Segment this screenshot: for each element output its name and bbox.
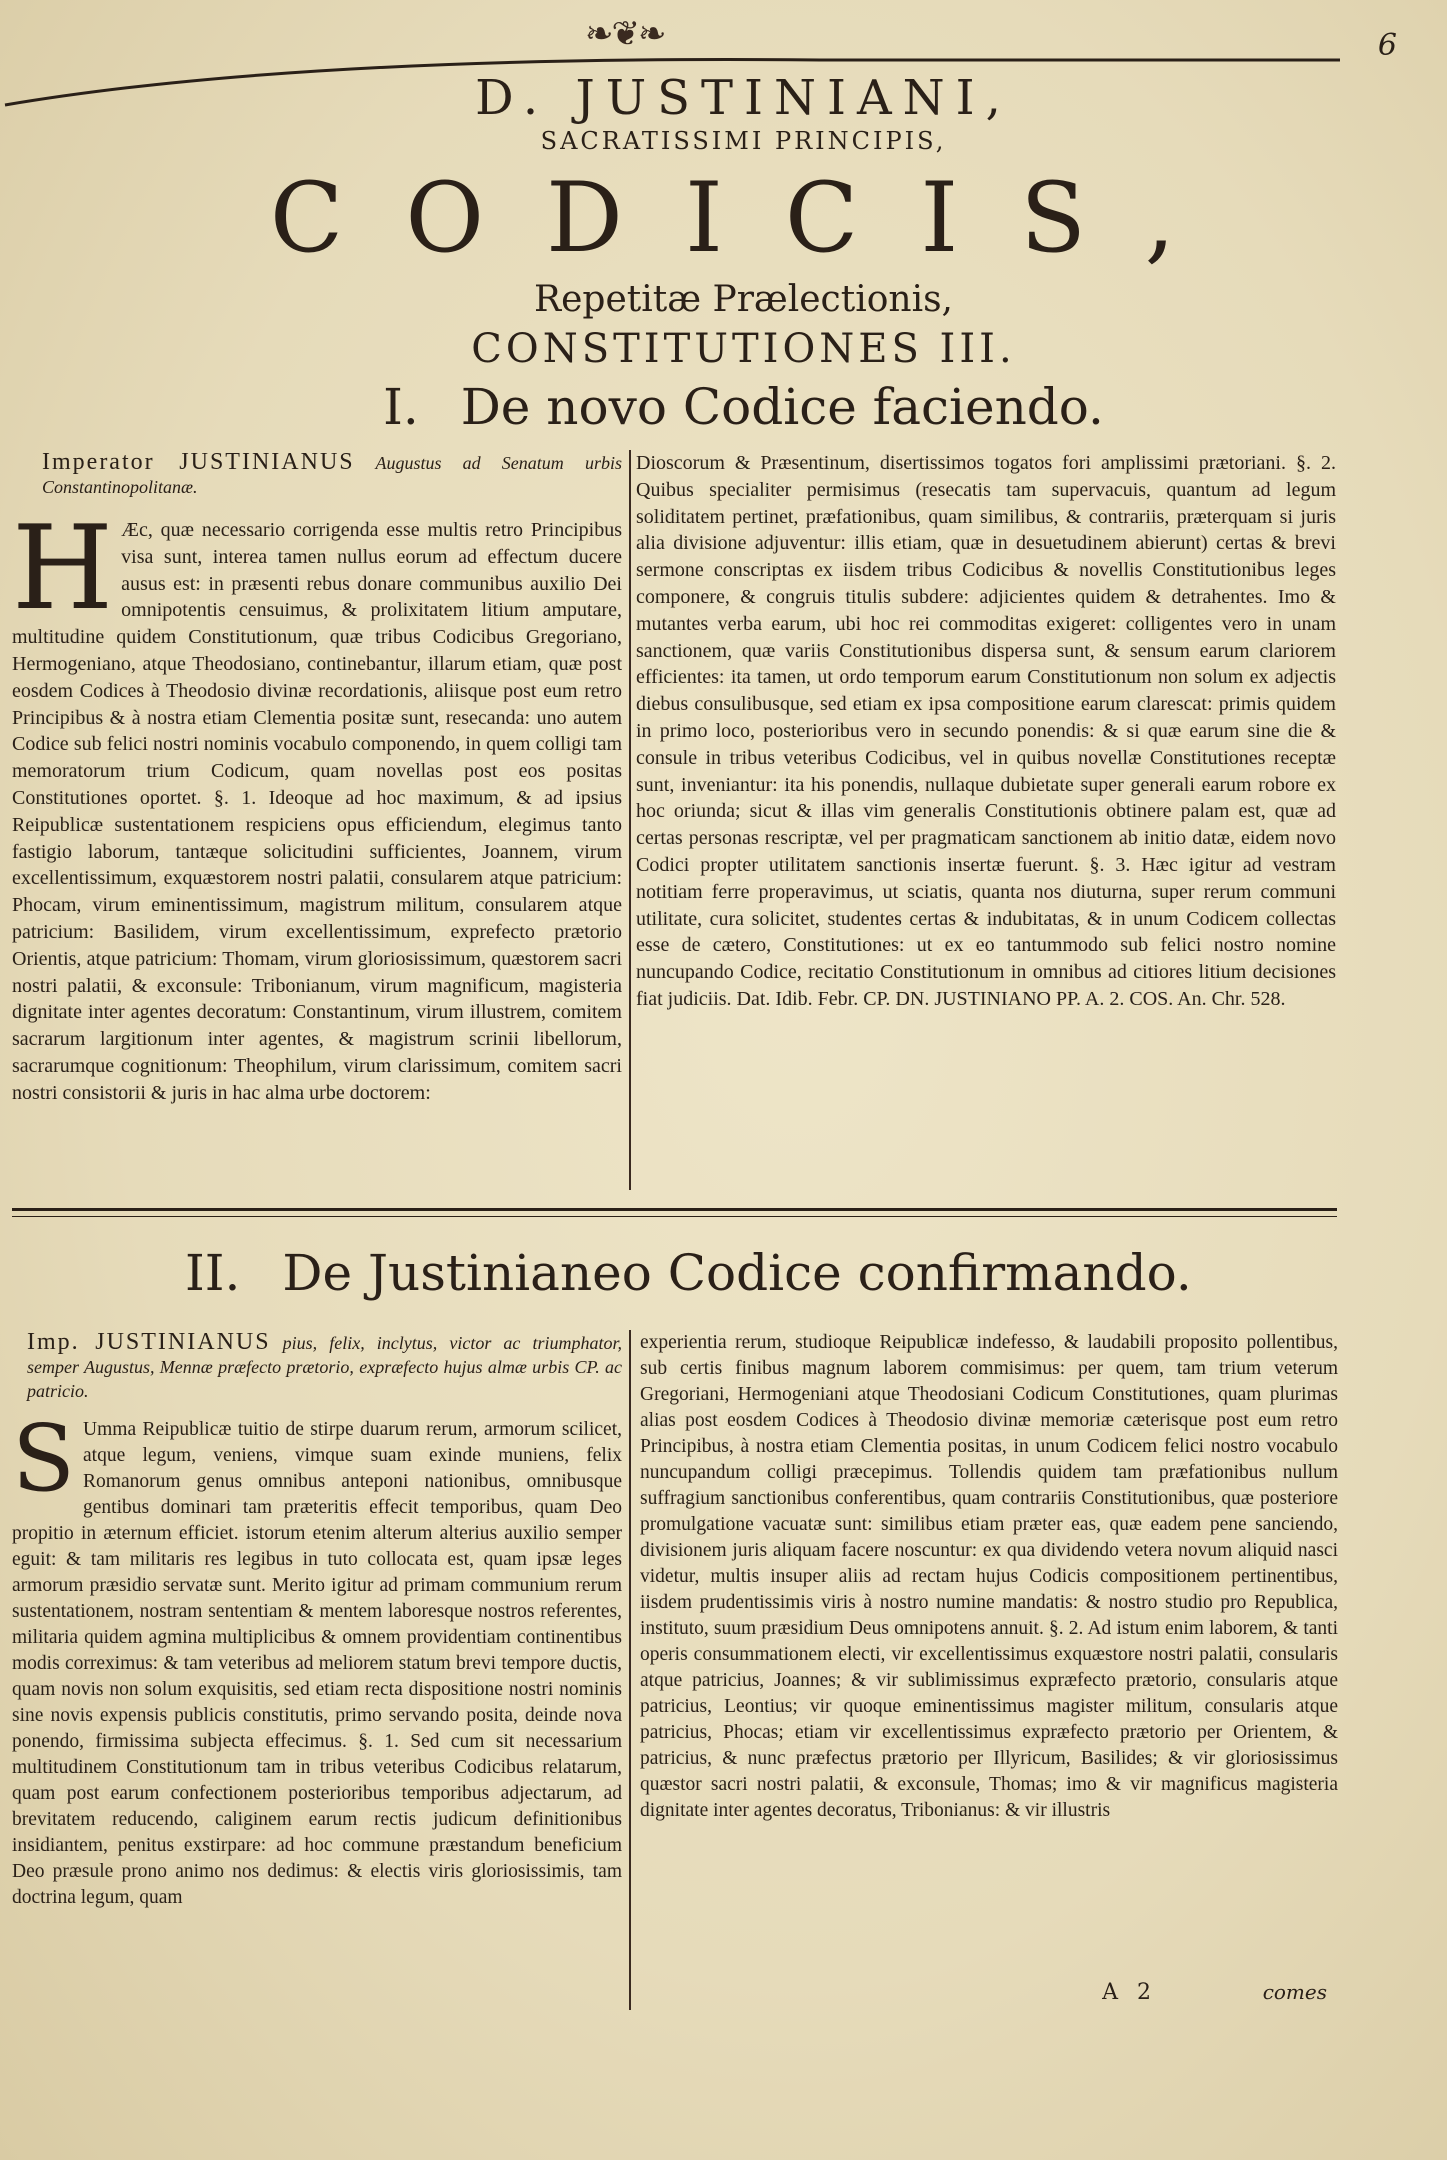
section-2-dedication bbox=[12, 1330, 622, 1403]
dedication-recipient: Augustus ad Senatum urbis Constantinopolitanæ. bbox=[42, 453, 622, 497]
column-divider-2 bbox=[629, 1330, 631, 2010]
dedication-emperor: Imperator JUSTINIANUS bbox=[42, 449, 355, 475]
dropcap-s: S bbox=[12, 1405, 76, 1512]
section-2-number: II. bbox=[185, 1244, 241, 1302]
section-1-heading bbox=[40, 374, 1447, 440]
author-line: D. JUSTINIANI, bbox=[475, 70, 1012, 126]
section-2-left-text: Umma Reipublicæ tuitio de stirpe duarum rerum, armorum scilicet, atque legum, veniens, vimque suam exinde muniens, felix Romanorum genus omnibus anteponi nationibus, omnibusque gentibus dominari tam præteritis effecit temporibus, quam Deo propitio in æternum efficiet. istorum etenim alterum alterius auxilio semper eguit: & tam militaris res legibus in tuto collocata est, quam ipsæ leges armorum præsidio servatæ sunt. Merito igitur ad primam communium rerum sustentationem, nostram sententiam & mentem laboresque nostros referentes, militaria quidem agmina multiplicibus & omnem providentiam continentibus modis correximus: & tam veteribus ad meliorem statum brevi tempore ductis, quam novis non solum exquisitis, sed etiam recta dispositione nostri nominis sine novis expensis publicis constitutis, primo servando posita, deinde nova ponendo, firmissima subjecta effecimus. §. 1. Sed cum sit necessarium multitudinem Constitutionum tam in tribus veteribus Codicibus relatarum, quam post earum confectionem posterioribus temporibus adjectarum, ad brevitatem reducendo, caliginem earum rectis judicum definitionibus insidiantem, penitus exstirpare: ad hoc commune præstandum beneficium Deo præsule prono animo nos dedimus: & electis viris gloriosissimis, tam doctrina legum, quam bbox=[12, 1419, 622, 1908]
section-1-body-right: Dioscorum & Præsentinum, disertissimos togatos fori amplissimi prætoriani. §. 2. Quibus specialiter permisimus (resecatis tam supervacuis, quantum ad legum soliditatem pertinet, præfationibus, quam similibus, & contrariis, præterquam si juris alia divisione adjuventur: illis etiam, quæ in desuetudinem abierunt) certas & brevi sermone conscriptas ex iisdem tribus Codicibus & novellis Constitutionibus leges componere, & congruis titulis subdere: adjicientes quidem & detrahentes. Imo & mutantes verba earum, ubi hoc rei commoditas exigeret: colligentes vero in unam sanctionem, quæ variis Constitutionibus dispersa sunt, & sensum earum clariorem efficientes: ita tamen, ut ordo temporum earum Constitutionum non solum ex adjectis diebus consulibusque, sed etiam ex ipsa compositione earum clarescat: primis quidem in primo loco, posterioribus vero in secundo ponendis: & si quæ earum sine die & consule in tribus veteribus Codicibus, vel in quibus novellæ Constitutiones receptæ sunt, inveniantur: ita his ponendis, nullaque dubietate super generali earum robore ex hoc oriunda; sicut & illas vim generalis Constitutionis obtinere palam est, quæ ad certas personas rescriptæ, vel per pragmaticam sanctionem ab initio datæ, eidem novo Codici propter utilitatem sanctionis insertæ fuerunt. §. 3. Hæc igitur ad vestram notitiam ferre properavimus, ut sciatis, quanta nos diuturna, super rerum communi utilitate, cura solicitet, studentes certas & indubitatas, & in unum Codicem collectas esse de cætero, Constitutiones: ut ex eo tantummodo sub felici nostro nomine nuncupando Codice, recitatio Constitutionum in omnibus ad citiores litium decisiones fiat judiciis. Dat. Idib. Febr. CP. DN. JUSTINIANO PP. A. 2. COS. An. Chr. 528. bbox=[636, 452, 1336, 1010]
constitutiones-heading: CONSTITUTIONES III. bbox=[471, 326, 1016, 372]
section-2-left-column bbox=[12, 1330, 622, 1911]
section-1-number: I. bbox=[383, 378, 419, 436]
section-2-body-right: experientia rerum, studioque Reipublicæ indefesso, & laudabili proposito pollentibus, sub certis finibus magnum laborem commisimus: per quem, tam trium veterum Gregoriani, Hermogeniani atque Theodosiani Codicum Constitutiones, quam plurimas alias post eosdem Codices à Theodosio divinæ memoriæ cæterisque post eum retro Principibus, à nostra etiam Clementia positas, in unum Codicem felici nostro vocabulo nuncupandum colligi præcepimus. Tollendis quidem tam præfationibus nullum suffragium sanctionibus conferentibus, quam contrariis Constitutionibus, quæ posteriore promulgatione vacuatæ sunt: similibus etiam præter eas, quæ eadem pene sanciendo, divisionem juris aliquam facere noscuntur: ex qua dividendo vetera novum aliquid nasci videtur, multis insuper aliis ad rectam hujus Codicis compositionem pertinentibus, iisdem prudentissimis viris à nostro numine mandatis: & nostro studio pro Republica, instituto, suum præsidium Deus omnipotens annuit. §. 2. Ad istum enim laborem, & tanti operis consummationem electi, vir excellentissimus exquæstore nostri palatii, consularis atque patricius, Joannes; & vir sublimissimus expræfecto prætorio, consularis atque patricius, Leontius; vir quoque eminentissimus magister militum, consularis atque patricius, Phocas; etiam vir excellentissimus expræfecto prætorio per Orientem, & patricius, & nunc præfectus prætorio per Illyricum, Basilides; & vir gloriosissimus quæstor sacri nostri palatii, & exconsule, Thomas; imo & vir magnificus magisteria dignitate inter agentes decoratus, Tribonianus: & vir illustris bbox=[640, 1332, 1338, 1821]
subtitle: Repetitæ Prælectionis, bbox=[533, 279, 953, 320]
title-block bbox=[0, 70, 1447, 440]
section-2-heading bbox=[185, 1240, 1192, 1306]
dedication-recipient-2: pius, felix, inclytus, victor ac triumphator, semper Augustus, Mennæ præfecto prætorio, expræfecto hujus almæ urbis CP. ac patricio. bbox=[27, 1333, 623, 1401]
section-2-body-left bbox=[12, 1405, 622, 1911]
dedication-emperor-2: Imp. JUSTINIANUS bbox=[27, 1329, 271, 1355]
column-divider-1 bbox=[629, 450, 631, 1190]
dropcap-h: H bbox=[12, 501, 114, 636]
headpiece-ornament: ❧❦❧ bbox=[585, 14, 665, 54]
page-number: 6 bbox=[1377, 28, 1397, 63]
section-2-title: De Justinianeo Codice confirmando. bbox=[282, 1244, 1192, 1302]
section-2-right-column bbox=[640, 1330, 1338, 1824]
section-1-dedication bbox=[12, 450, 622, 499]
catchword: comes bbox=[1262, 1980, 1327, 2004]
section-1-left-text: Æc, quæ necessario corrigenda esse multis retro Principibus visa sunt, interea tamen nullus eorum ad effectum ducere ausus est: in præsenti rebus donare communibus auxilio Dei omnipotentis censuimus, & prolixitatem litium amputare, multitudine quidem Constitutionum, quæ tribus Codicibus Gregoriano, Hermogeniano, atque Theodosiano, continebantur, illarum etiam, quæ post eosdem Codices à Theodosio divinæ recordationis, aliisque post eum retro Principibus & à nostra etiam Clementia positæ sunt, resecanda: uno autem Codice sub felici nostri nominis vocabulo componendo, in quem colligi tam memoratorum trium Codicum, quam novellas post eos positas Constitutiones oportet. §. 1. Ideoque ad hoc maximum, & ad ipsius Reipublicæ sustentationem respiciens opus efficiendum, elegimus tanto fastigio laborum, tantæque solicitudini sufficientes, Joannem, virum excellentissimum, exquæstorem nostri palatii, consularem atque patricium: Phocam, virum eminentissimum, magistrum militum, consularem atque patricium: Basilidem, virum excellentissimum, exprefecto prætorio Orientis, atque patricium: Thomam, virum gloriosissimum, quæstorem sacri nostri palatii, & exconsule: Tribonianum, virum magnificum, magisteria dignitate inter agentes decoratum: Constantinum, virum illustrem, comitem sacrarum largitionum inter agentes, & magistrum scrinii libellorum, sacrarumque cognitionum: Theophilum, virum clarissimum, comitem sacri nostri consistorii & juris in hac alma urbe doctorem: bbox=[12, 519, 622, 1104]
signature-mark: A 2 bbox=[1102, 1980, 1157, 2005]
section-1-title: De novo Codice faciendo. bbox=[460, 378, 1104, 436]
section-separator bbox=[12, 1208, 1337, 1217]
section-1-right-column bbox=[636, 450, 1336, 1013]
section-1-left-column bbox=[12, 450, 622, 1107]
main-title: CODICIS, bbox=[269, 162, 1238, 274]
princeps-line: SACRATISSIMI PRINCIPIS, bbox=[540, 127, 947, 155]
section-1-body-left bbox=[12, 501, 622, 1107]
